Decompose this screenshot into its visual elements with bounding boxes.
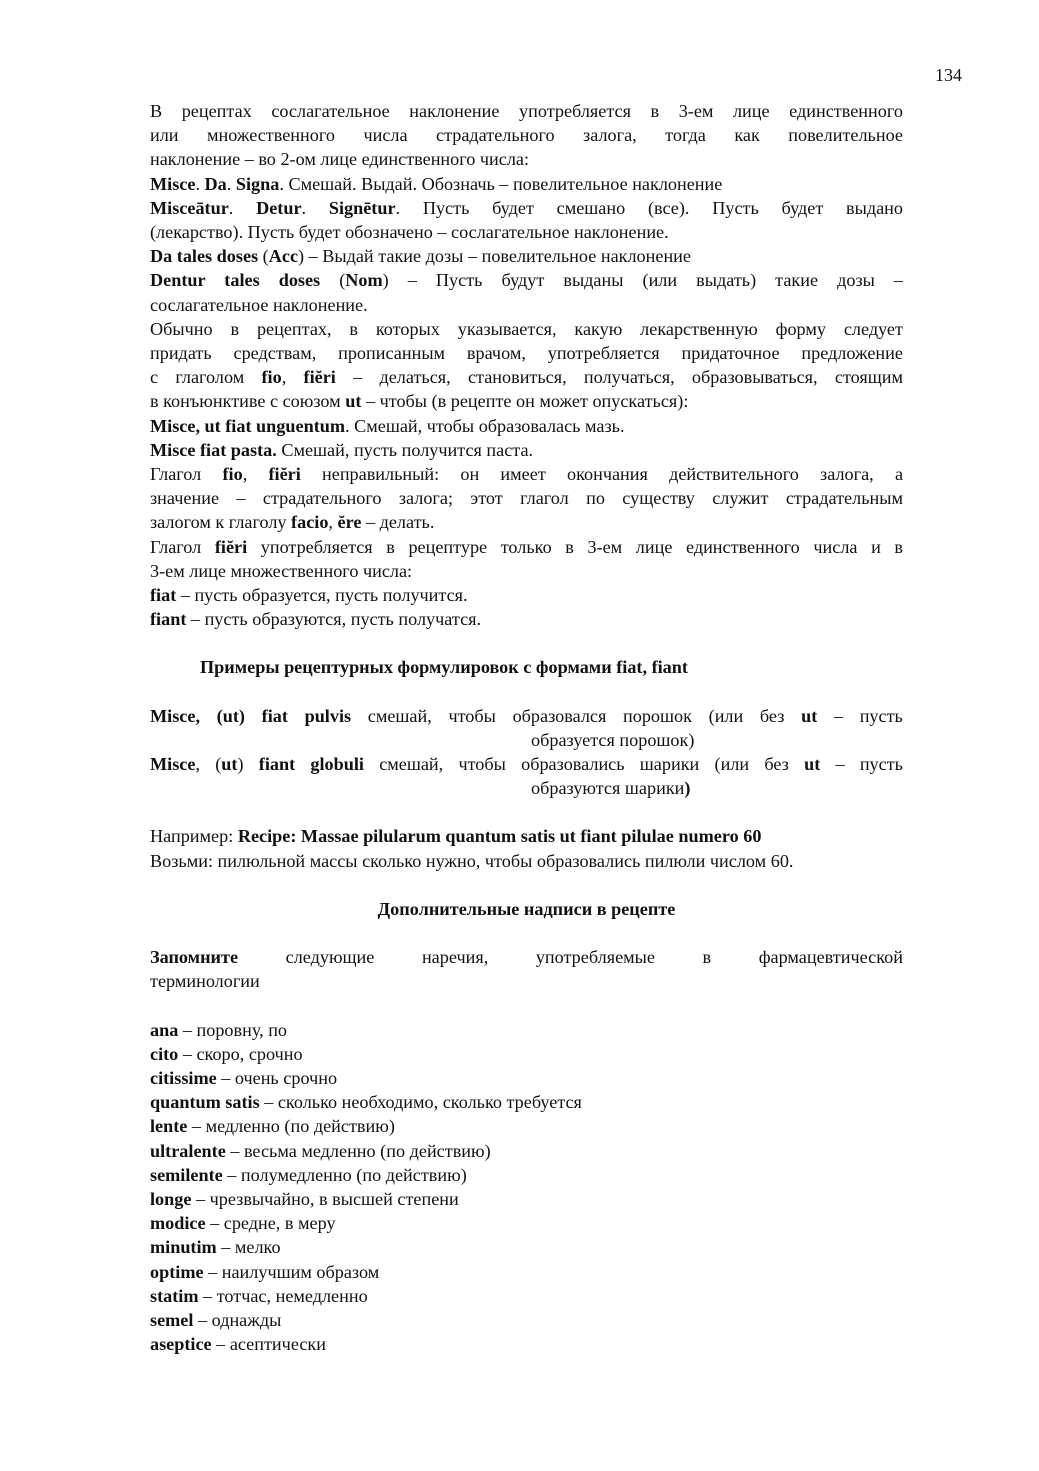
paragraph-verb-fio-line-2: значение – страдательного залога; этот глагол по существу служит страдательным — [150, 488, 903, 509]
adverb-list — [150, 1018, 903, 1357]
page-number: 134 — [935, 65, 962, 85]
paragraph-usually-line-4: в конъюнктиве с союзом ut – чтобы (в рецепте он может опускаться): — [150, 391, 689, 412]
definition-fiant: fiant – пусть образуются, пусть получатся. — [150, 609, 482, 630]
adverb-item: statim – тотчас, немедленно — [150, 1285, 368, 1306]
example-dentur-line-2: сослагательное наклонение. — [150, 294, 368, 315]
intro-line-3: наклонение – во 2-ом лице единственного числа: — [150, 149, 530, 170]
intro-line-2: или множественного числа страдательного залога, тогда как повелительное — [150, 125, 903, 146]
adverb-item: ana – поровну, по — [150, 1019, 288, 1040]
adverb-item: optime – наилучшим образом — [150, 1261, 380, 1282]
example-subjunctive-line-1: Misceātur. Detur. Signētur. Пусть будет смешано (все). Пусть будет выдано — [150, 197, 903, 218]
prescription-example-pulvis-continued: образуется порошок) — [531, 729, 695, 750]
adverb-item: longe – чрезвычайно, в высшей степени — [150, 1188, 459, 1209]
paragraph-verb-fio-line-1: Глагол fio, fiĕri неправильный: он имеет окончания действительного залога, а — [150, 464, 904, 485]
adverb-item: semel – однажды — [150, 1309, 282, 1330]
example-recipe-latin: Например: Recipe: Massae pilularum quantum satis ut fiant pilulae numero 60 — [150, 826, 762, 847]
example-subjunctive-line-2: (лекарство). Пусть будет обозначено – сослагательное наклонение. — [150, 222, 669, 243]
adverb-item: quantum satis – сколько необходимо, сколько требуется — [150, 1092, 582, 1113]
prescription-example-pulvis: Misce, (ut) fiat pulvis смешай, чтобы образовался порошок (или без ut – пусть — [150, 705, 903, 726]
adverb-item: semilente – полумедленно (по действию) — [150, 1164, 467, 1185]
paragraph-fieri-line-1: Глагол fiĕri употребляется в рецептуре только в 3-ем лице единственного числа и в — [150, 536, 903, 557]
definition-fiat: fiat – пусть образуется, пусть получится. — [150, 585, 468, 606]
paragraph-verb-fio-line-3: залогом к глаголу facio, ĕre – делать. — [150, 512, 435, 533]
section-heading-additional-inscriptions: Дополнительные надписи в рецепте — [377, 898, 676, 919]
prescription-example-globuli-continued: образуются шарики) — [531, 778, 691, 799]
adverb-item: lente – медленно (по действию) — [150, 1116, 395, 1137]
spacer — [150, 800, 903, 824]
paragraph-usually-line-2: придать средствам, прописанным врачом, употребляется придаточное предложение — [150, 343, 903, 364]
paragraph-fieri-line-2: 3-ем лице множественного числа: — [150, 560, 413, 581]
adverb-item: ultralente – весьма медленно (по действию) — [150, 1140, 491, 1161]
adverb-item: citissime – очень срочно — [150, 1067, 338, 1088]
prescription-example-globuli: Misce, (ut) fiant globuli смешай, чтобы образовались шарики (или без ut – пусть — [150, 754, 903, 775]
paragraph-usually-line-1: Обычно в рецептах, в которых указывается, какую лекарственную форму следует — [150, 318, 903, 339]
example-recipe-translation: Возьми: пилюльной массы сколько нужно, чтобы образовались пилюли числом 60. — [150, 850, 794, 871]
section-heading-examples: Примеры рецептурных формулировок с формами fiat, fiant — [200, 657, 688, 678]
adverb-item: minutim – мелко — [150, 1237, 281, 1258]
remember-line-1: Запомните следующие наречия, употребляемые в фармацевтической — [150, 947, 903, 968]
example-da-tales-doses: Da tales doses (Acc) – Выдай такие дозы – повелительное наклонение — [150, 246, 691, 267]
example-imperative: Misce. Da. Signa. Смешай. Выдай. Обозначь – повелительное наклонение — [150, 173, 723, 194]
page-body — [150, 99, 903, 1356]
example-dentur-line-1: Dentur tales doses (Nom) – Пусть будут выданы (или выдать) такие дозы – — [150, 270, 904, 291]
example-unguentum: Misce, ut fiat unguentum. Смешай, чтобы образовалась мазь. — [150, 415, 625, 436]
adverb-item: aseptice – асептически — [150, 1334, 326, 1355]
adverb-item: cito – скоро, срочно — [150, 1043, 303, 1064]
remember-line-2: терминологии — [150, 971, 260, 992]
paragraph-usually-line-3: с глаголом fio, fiĕri – делаться, становиться, получаться, образовываться, стоящим — [150, 367, 904, 388]
intro-line-1: В рецептах сослагательное наклонение употребляется в 3-ем лице единственного — [150, 101, 903, 121]
adverb-item: modice – средне, в меру — [150, 1213, 336, 1234]
example-pasta: Misce fiat pasta. Смешай, пусть получится паста. — [150, 439, 534, 460]
